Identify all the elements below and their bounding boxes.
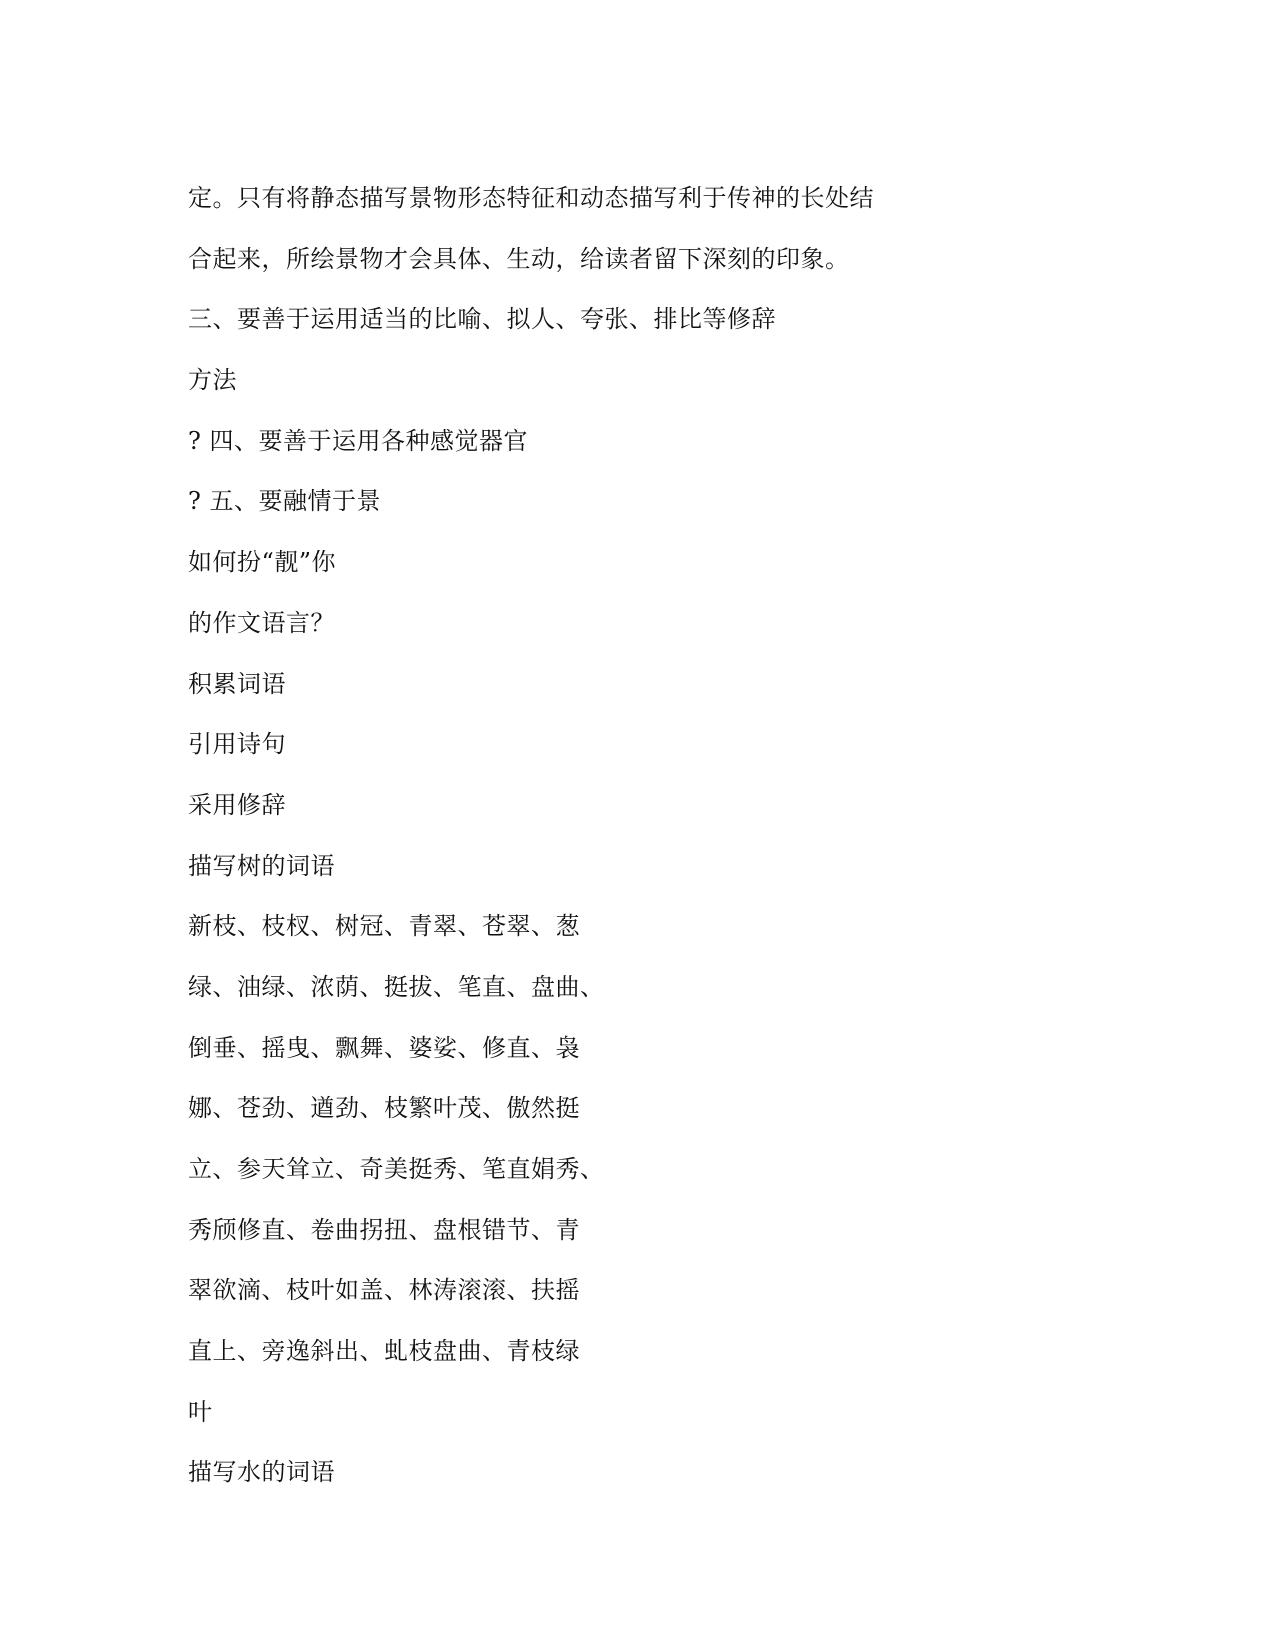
- list-item: 采用修辞: [188, 790, 286, 819]
- section-heading: ? 四、要善于运用各种感觉器官: [188, 426, 528, 455]
- text-line: 新枝、枝杈、树冠、青翠、苍翠、葱: [188, 912, 580, 941]
- document-body: [188, 168, 1088, 1503]
- list-item: 引用诗句: [188, 730, 286, 759]
- list-item: 积累词语: [188, 669, 286, 698]
- text-line: 合起来，所绘景物才会具体、生动，给读者留下深刻的印象。: [188, 244, 850, 273]
- section-heading: 三、要善于运用适当的比喻、拟人、夸张、排比等修辞: [188, 305, 776, 334]
- text-line: 直上、旁逸斜出、虬枝盘曲、青枝绿: [188, 1337, 580, 1366]
- text-line: 绿、油绿、浓荫、挺拔、笔直、盘曲、: [188, 972, 605, 1001]
- title-line: 的作文语言？: [188, 608, 335, 637]
- section-heading: ? 五、要融情于景: [188, 487, 381, 516]
- text-line: 倒垂、摇曳、飘舞、婆娑、修直、袅: [188, 1033, 580, 1062]
- subheading: 描写水的词语: [188, 1458, 335, 1487]
- section-heading: 方法: [188, 366, 237, 395]
- text-line: 叶: [188, 1397, 213, 1426]
- text-line: 翠欲滴、枝叶如盖、林涛滚滚、扶摇: [188, 1276, 580, 1305]
- text-line: 秀颀修直、卷曲拐扭、盘根错节、青: [188, 1215, 580, 1244]
- text-line: 娜、苍劲、遒劲、枝繁叶茂、傲然挺: [188, 1094, 580, 1123]
- text-line: 定。只有将静态描写景物形态特征和动态描写利于传神的长处结: [188, 184, 874, 212]
- title-line: 如何扮“靓”你: [188, 548, 337, 577]
- text-line: 立、参天耸立、奇美挺秀、笔直娟秀、: [188, 1155, 605, 1183]
- subheading: 描写树的词语: [188, 851, 335, 880]
